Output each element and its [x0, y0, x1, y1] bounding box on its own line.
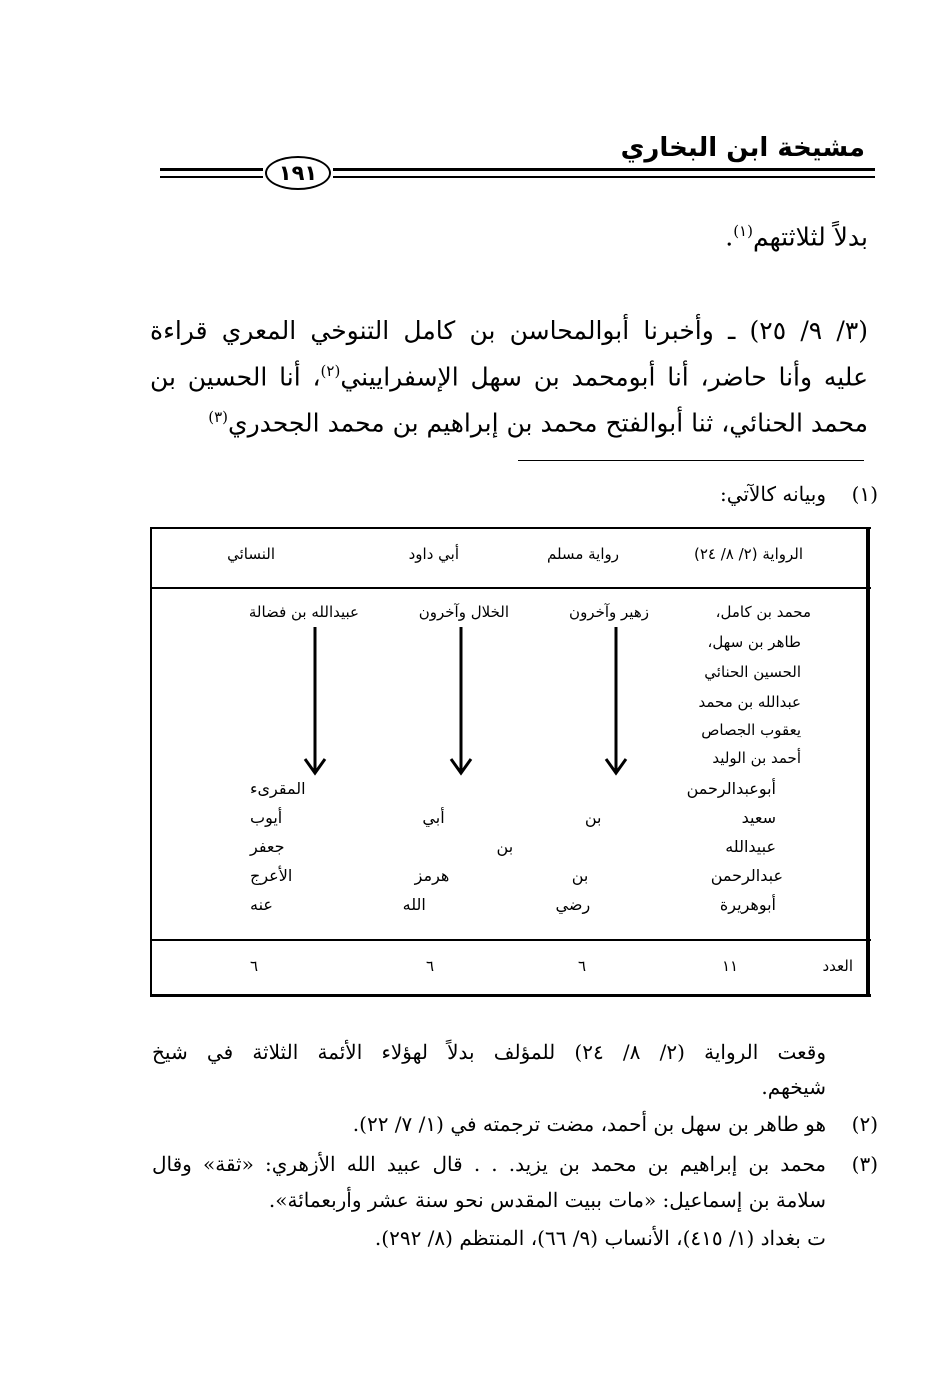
footnote-3-line-a: محمد بن إبراهيم بن محمد بن يزيد. . . قال عبيد الله الأزهري: «ثقة» وقال [152, 1152, 826, 1176]
count-label: العدد [822, 957, 853, 975]
table-row-divider-1 [150, 587, 871, 589]
shared-chain-item: سعيد بن أبي أيوب [250, 808, 776, 827]
footnote-1-cont-b: شيخهم. [761, 1075, 826, 1099]
footnote-3-line-c: ت بغداد (١/ ٤١٥)، الأنساب (٩/ ٦٦)، المنتظم (٨/ ٢٩٢). [374, 1226, 826, 1250]
isnad-chain-table [150, 527, 871, 997]
footnote-ref-2[interactable]: (٢) [320, 362, 341, 380]
body-line-0-text: بدلاً لثلاثتهم [752, 222, 868, 252]
body-line-0 [725, 222, 868, 251]
header-rule-bottom-right [333, 176, 875, 178]
down-arrow-icon [604, 627, 628, 777]
shared-chain-item: عبدالرحمن بن هرمز الأعرج [250, 866, 783, 885]
footnote-1-text: وبيانه كالآتي: [720, 482, 826, 506]
footnote-2-text: هو طاهر بن سهل بن أحمد، مضت ترجمته في (١/ ٧/ ٢٢). [352, 1112, 826, 1136]
column-head-nasai: عبيدالله بن فضالة [248, 603, 359, 621]
own-chain-item: أحمد بن الوليد [712, 749, 801, 767]
footnote-1-cont-a: وقعت الرواية (٢/ ٨/ ٢٤) للمؤلف بدلاً لهؤلاء الأئمة الثلاثة في شيخ [152, 1040, 826, 1064]
body-line-2-b: ، أنا الحسين بن [150, 362, 321, 392]
footnote-3-number: (٣) [851, 1152, 878, 1176]
own-chain-item: طاهر بن سهل، [707, 633, 801, 651]
own-chain-item: الحسين الحنائي [704, 663, 801, 681]
header-rule-top [160, 168, 263, 171]
table-border-top [150, 527, 871, 529]
table-header-nasai: النسائي [227, 545, 275, 563]
table-row-divider-2 [150, 939, 871, 941]
body-line-2 [150, 362, 868, 391]
own-chain-item: يعقوب الجصاص [701, 721, 801, 739]
table-border-bottom [150, 994, 871, 997]
count-riwaya: ١١ [722, 957, 739, 975]
footnote-3-line-b: سلامة بن إسماعيل: «مات ببيت المقدس نحو سنة عشر وأربعمائة». [268, 1188, 826, 1212]
table-header-muslim: رواية مسلم [546, 545, 619, 563]
shared-chain-item: عبيدالله بن جعفر [250, 837, 776, 856]
table-border-right [866, 527, 870, 997]
footnote-2-number: (٢) [851, 1112, 878, 1136]
body-line-3 [150, 408, 868, 437]
table-header-abu-dawud: أبي داود [408, 545, 459, 563]
book-title: مشيخة ابن البخاري [620, 133, 865, 163]
count-abu-dawud: ٦ [426, 957, 435, 975]
own-chain-item: محمد بن كامل، [715, 603, 811, 621]
shared-chain-item: أبوعبدالرحمن المقرىء [250, 779, 776, 798]
own-chain-item: عبدالله بن محمد [698, 693, 801, 711]
body-line-3-a: محمد الحنائي، ثنا أبوالفتح محمد بن إبراهيم بن محمد الجحدري [228, 408, 868, 438]
footnote-separator [518, 460, 864, 461]
down-arrow-icon [303, 627, 327, 777]
shared-chain-item: أبوهريرة رضي الله عنه [250, 895, 776, 914]
column-head-abu-dawud: الخلال وآخرون [418, 603, 509, 621]
header-rule-bottom [160, 176, 263, 178]
column-head-muslim: زهير وآخرون [569, 603, 649, 621]
count-muslim: ٦ [578, 957, 587, 975]
table-border-left [150, 527, 152, 997]
count-nasai: ٦ [250, 957, 259, 975]
footnote-ref-3[interactable]: (٣) [208, 408, 229, 426]
body-line-1: (٣/ ٩/ ٢٥) ـ وأخبرنا أبوالمحاسن بن كامل التنوخي المعري قراءة [150, 316, 869, 345]
body-line-2-a: عليه وأنا حاضر، أنا أبومحمد بن سهل الإسفراييني [340, 362, 868, 392]
body-line-0-end: . [725, 222, 734, 252]
table-header-riwaya: الرواية (٢/ ٨/ ٢٤) [693, 545, 803, 563]
page-number: ١٩١ [265, 156, 331, 190]
header-rule-top-right [333, 168, 875, 171]
footnote-1-number: (١) [851, 482, 878, 506]
footnote-ref-1[interactable]: (١) [733, 222, 753, 240]
down-arrow-icon [449, 627, 473, 777]
